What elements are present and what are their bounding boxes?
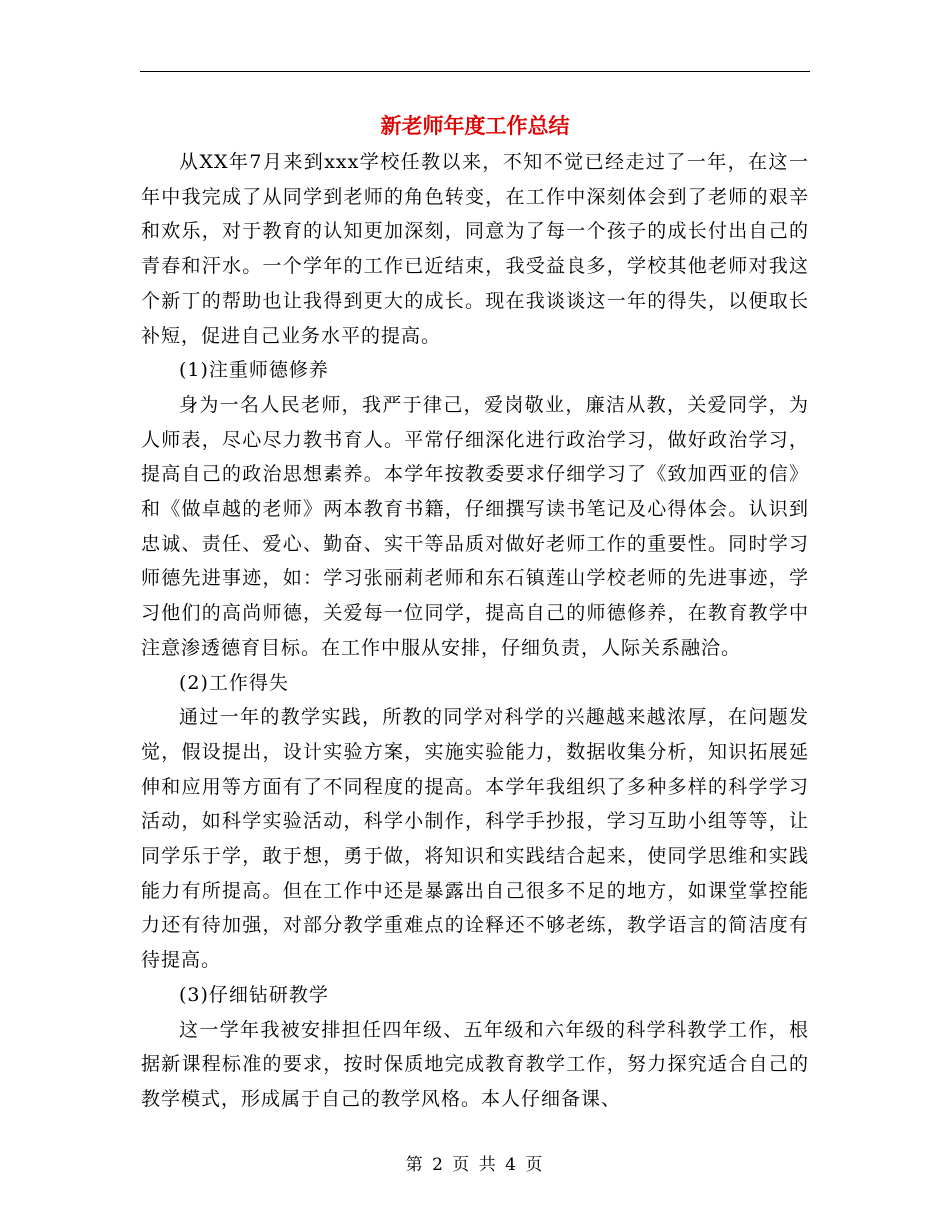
body-paragraph: 从XX年7月来到xxx学校任教以来，不知不觉已经走过了一年，在这一年中我完成了从同学到老师的角色转变，在工作中深刻体会到了老师的艰辛和欢乐，对于教育的认知更加深刻，同意为了每一个孩子的成长付出自己的青春和汗水。一个学年的工作已近结束，我受益良多，学校其他老师对我这个新丁的帮助也让我得到更大的成长。现在我谈谈这一年的得失，以便取长补短，促进自己业务水平的提高。 <box>141 151 809 347</box>
body-paragraph: 通过一年的教学实践，所教的同学对科学的兴趣越来越浓厚，在问题发觉，假设提出，设计实验方案，实施实验能力，数据收集分析，知识拓展延伸和应用等方面有了不同程度的提高。本学年我组织了多种多样的科学学习活动，如科学实验活动，科学小制作，科学手抄报，学习互助小组等等，让同学乐于学，敢于想，勇于做，将知识和实践结合起来，使同学思维和实践能力有所提高。但在工作中还是暴露出自己很多不足的地方，如课堂掌控能力还有待加强，对部分教学重难点的诠释还不够老练，教学语言的简洁度有待提高。 <box>141 706 809 972</box>
section-heading: (2)工作得失 <box>179 671 289 694</box>
section-heading: (1)注重师德修养 <box>179 359 329 382</box>
document-title: 新老师年度工作总结 <box>380 113 570 138</box>
body-paragraph: 身为一名人民老师，我严于律己，爱岗敬业，廉洁从教，关爱同学，为人师表，尽心尽力教书育人。平常仔细深化进行政治学习，做好政治学习，提高自己的政治思想素养。本学年按教委要求仔细学习了《致加西亚的信》和《做卓越的老师》两本教育书籍，仔细撰写读书笔记及心得体会。认识到忠诚、责任、爱心、勤奋、实干等品质对做好老师工作的重要性。同时学习师德先进事迹，如：学习张丽莉老师和东石镇莲山学校老师的先进事迹，学习他们的高尚师德，关爱每一位同学，提高自己的师德修养，在教育教学中注意渗透德育目标。在工作中服从安排，仔细负责，人际关系融洽。 <box>141 393 809 659</box>
section-heading: (3)仔细钻研教学 <box>179 983 329 1006</box>
header-rule <box>140 71 810 72</box>
document-body <box>141 145 809 1117</box>
page-number-footer: 第 2 页 共 4 页 <box>405 1155 545 1175</box>
body-paragraph: 这一学年我被安排担任四年级、五年级和六年级的科学科教学工作，根据新课程标准的要求，按时保质地完成教育教学工作，努力探究适合自己的教学模式，形成属于自己的教学风格。本人仔细备课、 <box>141 1018 809 1110</box>
